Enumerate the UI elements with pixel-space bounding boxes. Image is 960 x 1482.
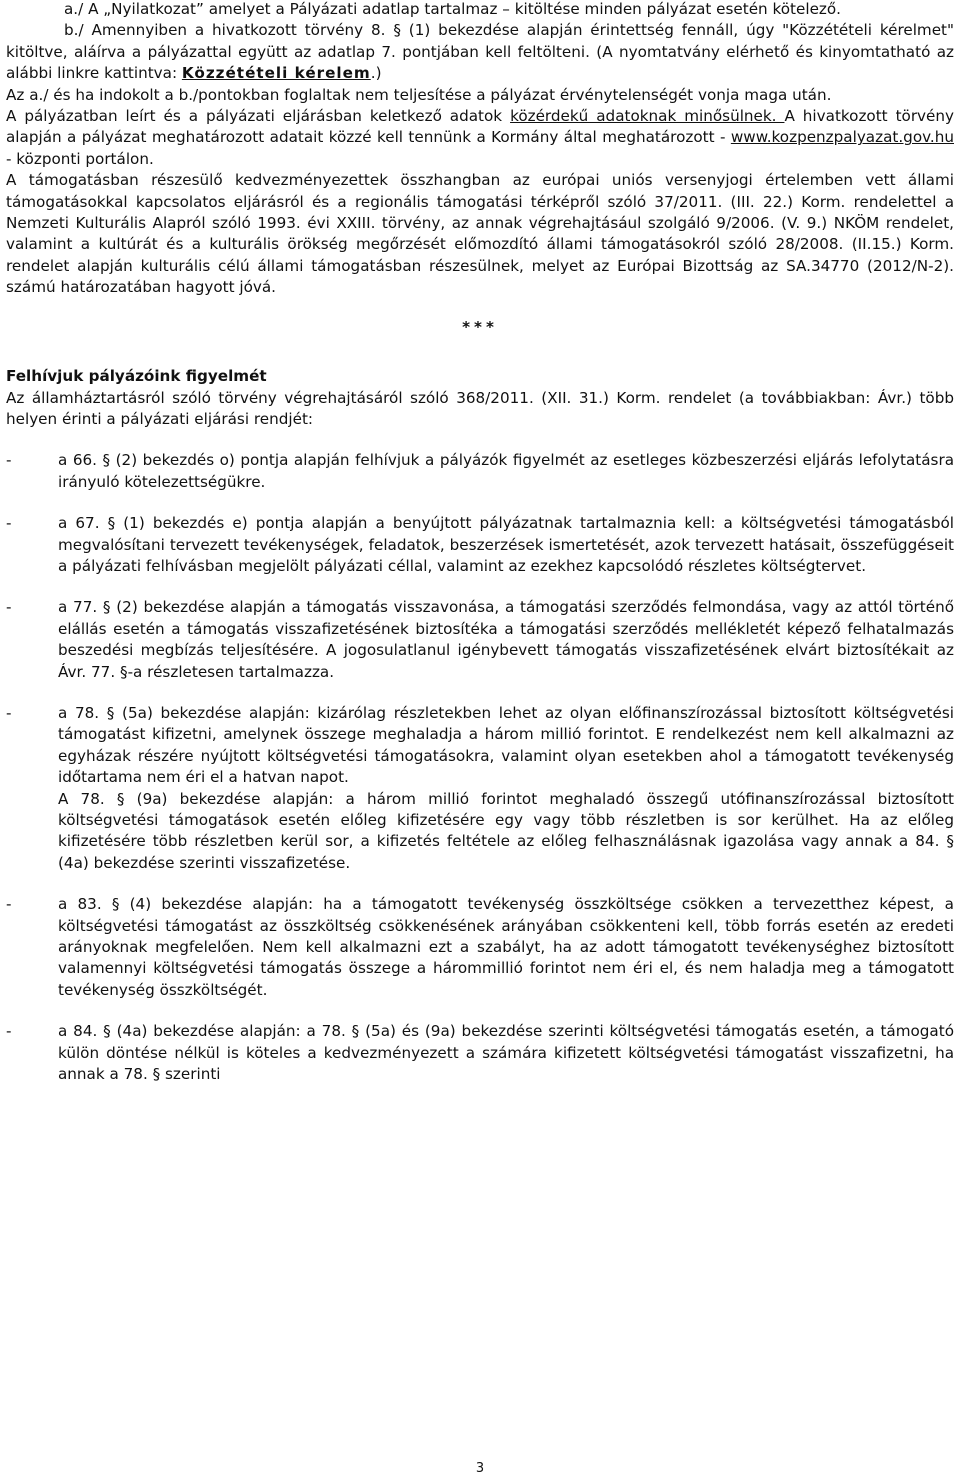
list-item (6, 894, 954, 1001)
paragraph-b-end: .) (370, 64, 382, 83)
list-dash: - (6, 514, 12, 533)
list-item-text: a 66. § (2) bekezdés o) pontja alapján felhívjuk a pályázók figyelmét az esetleges közbeszerzési eljárás lefolytatásra irányuló kötelezettségükre. (58, 451, 954, 491)
public-data-underlined: közérdekű adatoknak minősülnek. (510, 107, 785, 126)
paragraph-ab-consequence: Az a./ és ha indokolt a b./pontokban foglaltak nem teljesítése a pályázat érvénytelenségét vonja maga után. (6, 85, 832, 104)
list-item-text: a 77. § (2) bekezdése alapján a támogatás visszavonása, a támogatási szerződés felmondása, vagy az attól történő elállás esetén a támogatás visszafizetésének biztosítéka a támogatási szerződés mellékletét képező felhatalmazás beszedési megbízás teljesítésére. A jogosulatlanul igénybevett támogatás visszafizetésének elvárt biztosítékait az Ávr. 77. §-a részletesen tartalmazza. (58, 598, 954, 681)
section-intro: Az államháztartásról szóló törvény végrehajtásáról szóló 368/2011. (XII. 31.) Korm. rendelet (a továbbiakban: Ávr.) több helyen érinti a pályázati eljárási rendjét: (6, 388, 954, 428)
section-heading: Felhívjuk pályázóink figyelmét (6, 367, 267, 386)
paragraph-a: a./ A „Nyilatkozat” amelyet a Pályázati adatlap tartalmaz – kitöltése minden pályázat esetén kötelező. (64, 0, 842, 18)
list-dash: - (6, 598, 12, 617)
list-item (6, 513, 954, 577)
list-item-text: a 83. § (4) bekezdése alapján: ha a támogatott tevékenység összköltsége csökken a tervezetthez képest, a költségvetési támogatást az összköltség csökkenésének arányában csökkenteni kell, több forrás esetén az eredeti arányoknak megfelelően. Nem kell alkalmazni ezt a szabályt, ha az adott támogatott tevékenységhez biztosított valamennyi költségvetési támogatás összege a hárommillió forintot nem éri el, és nem haladja meg a támogatott tevékenység összköltségét. (58, 895, 954, 999)
list-item (6, 1021, 954, 1085)
paragraph-public-data (6, 106, 954, 170)
list-item-text: a 67. § (1) bekezdés e) pontja alapján a benyújtott pályázatnak tartalmaznia kell: a költségvetési támogatásból megvalósítani tervezett tevékenységek, feladatok, beszerzések ismertetését, azok tervezett hatásait, összefüggéseit a pályázati felhívásban megjelölt pályázati céllal, valamint az ezekhez kapcsolódó részletes költségtervet. (58, 514, 954, 575)
list-item-text: a 84. § (4a) bekezdése alapján: a 78. § (5a) és (9a) bekezdése szerinti költségvetési támogatás esetén, a támogató külön döntése nélkül is köteles a kedvezményezett a számára kifizetett költségvetési támogatást visszafizetni, ha annak a 78. § szerinti (58, 1022, 954, 1084)
list-dash: - (6, 1022, 12, 1041)
page-number: 3 (475, 1461, 485, 1476)
list-item (6, 597, 954, 683)
paragraph-b (6, 20, 954, 84)
list-dash: - (6, 703, 12, 722)
kozpenzpalyazat-link[interactable]: www.kozpenzpalyazat.gov.hu (730, 128, 954, 147)
list-item (6, 703, 954, 874)
paragraph-b-text: b./ Amennyiben a hivatkozott törvény 8. § (1) bekezdése alapján érintettség fennáll, úgy "Közzétételi kérelmet" kitöltve, aláírva a pályázattal együtt az adatlap 7. pontjában kell feltölteni. (A nyomtatvány elérhető és kinyomtatható az alábbi linkre kattintva: (6, 21, 954, 83)
list-item-text: a 78. § (5a) bekezdése alapján: kizárólag részletekben lehet az olyan előfinanszírozással biztosított költségvetési támogatást kifizetni, amelynek összege meghaladja a három millió forintot. E rendelkezést nem kell alkalmazni az egyházak részére nyújtott költségvetési támogatásokra, valamint olyan esetekben ahol a támogatott tevékenység időtartama nem éri el a hatvan napot. (58, 703, 954, 787)
kozzeteteli-kerelem-link[interactable]: Közzétételi kérelem (181, 64, 371, 83)
section-separator: *** (462, 317, 498, 336)
list-dash: - (6, 895, 12, 914)
list-dash: - (6, 451, 12, 470)
public-data-text-1: A pályázatban leírt és a pályázati eljárásban keletkező adatok (6, 107, 511, 126)
list-item (6, 450, 954, 493)
paragraph-state-aid: A támogatásban részesülő kedvezményezettek összhangban az európai uniós versenyjogi értelemben vett állami támogatásokkal kapcsolatos eljárásról és a regionális támogatási térképről szóló 37/2011. (III. 22.) Korm. rendelettel a Nemzeti Kulturális Alapról szóló 1993. évi XXIII. törvény, az annak végrehajtásául szolgáló 9/2006. (V. 9.) NKÖM rendelet, valamint a kultúrát és a kulturális örökség megőrzését előmozdító állami támogatásokról szóló 28/2008. (II.15.) Korm. rendelet alapján kulturális célú állami támogatásban részesülnek, melyet az Európai Bizottság az SA.34770 (2012/N-2). számú határozatában hagyott jóvá. (6, 171, 954, 297)
public-data-text-2: A hivatkozott törvény alapján a pályázat meghatározott adatait közzé kell tennünk a Kormány által meghatározott - (6, 107, 955, 147)
public-data-text-3: - központi portálon. (6, 149, 154, 168)
list-item-text-continued: A 78. § (9a) bekezdése alapján: a három millió forintot meghaladó összegű utófinanszírozással biztosított költségvetési támogatások esetén előleg kifizetésére egy vagy több részletben is sor kerülhet. Ha az előleg kifizetésére több részletben kerül sor, a kifizetés feltétele az előleg felhasználásnak igazolása vagy annak a 84. § (4a) bekezdése szerinti visszafizetése. (58, 789, 954, 872)
